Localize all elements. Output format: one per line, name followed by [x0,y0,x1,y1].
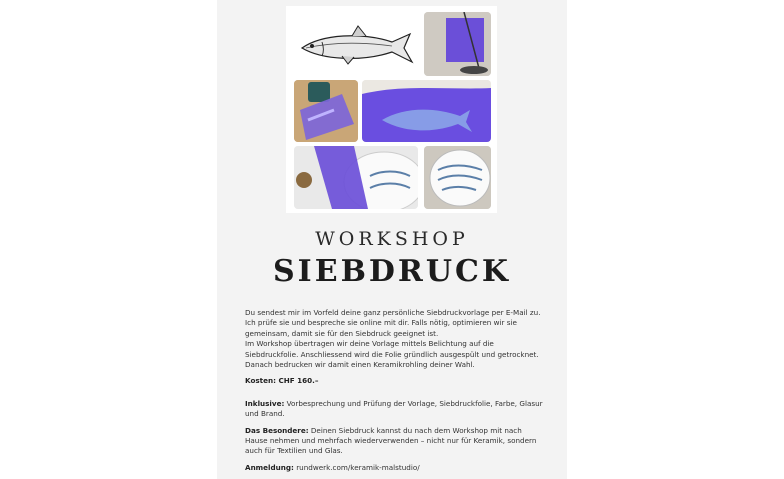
signup-label: Anmeldung: [245,462,294,472]
inclusive-line [245,399,543,420]
page-title: SIEBDRUCK [273,254,511,289]
photo-collage [286,6,497,213]
intro-paragraph-2: Im Workshop übertragen wir deine Vorlage mittels Belichtung auf die Siebdruckfolie. Anschliessend wird die Folie gründlich ausgespült und getrocknet. Danach bedrucken wir damit einen Keramikrohling deiner Wahl. [245,339,539,370]
inclusive-text: Vorbesprechung und Prüfung der Vorlage, Siebdruckfolie, Farbe, Glasur und Brand. [245,398,543,419]
special-text: Deinen Siebdruck kannst du nach dem Workshop mit nach Hause nehmen und mehrfach wiederverwenden – nicht nur für Keramik, sondern auch für Textilien und Glas. [245,425,537,456]
photo-foil-on-plate [362,80,491,142]
cost-line [245,376,543,386]
intro-paragraph-1: Du sendest mir im Vorfeld deine ganz persönliche Siebdruckvorlage per E-Mail zu. Ich prüfe sie und bespreche sie online mit dir. Falls nötig, optimieren wir sie gemeinsam, damit sie für den Siebdruck geeignet ist. [245,308,541,338]
flyer-page [217,0,567,479]
cost-text: Kosten: CHF 160.– [245,376,319,386]
subtitle-workshop: WORKSHOP [315,228,469,250]
special-line [245,426,543,457]
inclusive-label: Inklusive: [245,398,285,408]
sardine-fish-illustration [292,12,418,72]
photo-screen-frame [424,12,491,76]
signup-link[interactable]: rundwerk.com/keramik-malstudio/ [293,462,420,472]
photo-finished-plate [424,146,491,209]
signup-line [245,463,543,473]
special-label: Das Besondere: [245,425,309,435]
photo-cup-foil [294,80,358,142]
photo-print-lift [294,146,418,209]
description-body [245,308,543,479]
